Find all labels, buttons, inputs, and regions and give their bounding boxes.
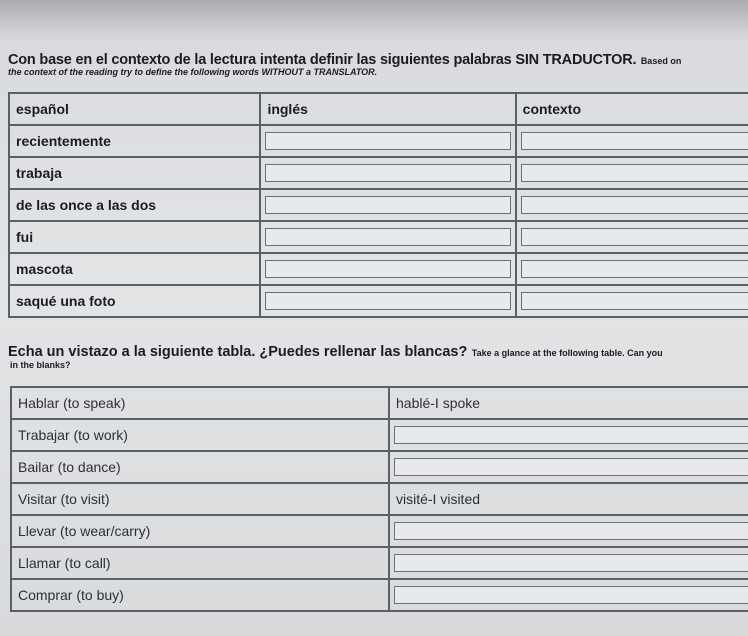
english-blank-cell [260,253,515,285]
instructions-1-spanish: Con base en el contexto de la lectura intenta definir las siguientes palabras SIN TRADUCTOR. [8,52,637,68]
table-header-row [9,93,748,125]
context-blank-cell [516,221,748,253]
english-blank-cell [260,157,515,189]
table-row [11,419,748,451]
verb-cell: Llamar (to call) [11,547,389,579]
verb-cell: Hablar (to speak) [11,387,389,419]
table-row [11,387,748,419]
english-blank[interactable] [265,164,510,182]
table-row [11,515,748,547]
english-blank-cell [260,125,515,157]
context-blank[interactable] [521,196,748,214]
header-spanish: español [9,93,260,125]
answer-cell [389,547,748,579]
vocab-word: de las once a las dos [9,189,260,221]
context-blank[interactable] [521,228,748,246]
instructions-2-english-rest: in the blanks? [10,360,71,370]
instructions-2-english-start: Take a glance at the following table. Can you [471,348,663,358]
table-row [11,483,748,515]
instructions-2 [8,343,663,361]
english-blank[interactable] [265,196,510,214]
english-blank[interactable] [265,260,510,278]
context-blank-cell [516,125,748,157]
answer-cell [389,419,748,451]
verb-cell: Trabajar (to work) [11,419,389,451]
answer-cell [389,387,748,419]
table-row [9,285,748,317]
table-row [9,157,748,189]
vocab-word: trabaja [9,157,260,189]
verb-cell: Bailar (to dance) [11,451,389,483]
table-row [9,189,748,221]
english-blank-cell [260,285,515,317]
vocab-word: mascota [9,253,260,285]
page-top-shadow [0,0,748,42]
context-blank[interactable] [521,164,748,182]
table-row [9,253,748,285]
answer-blank[interactable] [394,426,748,444]
answer-cell [389,579,748,611]
answer-blank[interactable] [394,458,748,476]
vocab-word: recientemente [9,125,260,157]
table-row [11,579,748,611]
vocab-word: fui [9,221,260,253]
table-row [9,125,748,157]
instructions-2-spanish: Echa un vistazo a la siguiente tabla. ¿Puedes rellenar las blancas? [8,344,468,360]
table-row [11,451,748,483]
context-blank-cell [516,189,748,221]
context-blank-cell [516,253,748,285]
english-blank-cell [260,189,515,221]
english-blank[interactable] [265,228,510,246]
verb-cell: Llevar (to wear/carry) [11,515,389,547]
answer-text: hablé-I spoke [396,395,481,411]
table-row [11,547,748,579]
context-blank[interactable] [521,132,748,150]
verb-cell: Comprar (to buy) [11,579,389,611]
context-blank[interactable] [521,260,748,278]
answer-blank[interactable] [394,586,748,604]
instructions-1-english-rest: the context of the reading try to define the following words WITHOUT a TRANSLATOR. [8,67,378,77]
context-blank-cell [516,157,748,189]
context-blank-cell [516,285,748,317]
vocab-table [8,92,748,318]
answer-blank[interactable] [394,522,748,540]
answer-text: visité-I visited [396,491,481,507]
table-row [9,221,748,253]
answer-blank[interactable] [394,554,748,572]
header-context: contexto [516,93,748,125]
header-english: inglés [260,93,515,125]
english-blank-cell [260,221,515,253]
context-blank[interactable] [521,292,748,310]
verb-table [10,386,748,612]
answer-cell [389,483,748,515]
instructions-1-english-start: Based on [640,56,682,66]
answer-cell [389,451,748,483]
answer-cell [389,515,748,547]
vocab-word: saqué una foto [9,285,260,317]
verb-cell: Visitar (to visit) [11,483,389,515]
english-blank[interactable] [265,132,510,150]
english-blank[interactable] [265,292,510,310]
